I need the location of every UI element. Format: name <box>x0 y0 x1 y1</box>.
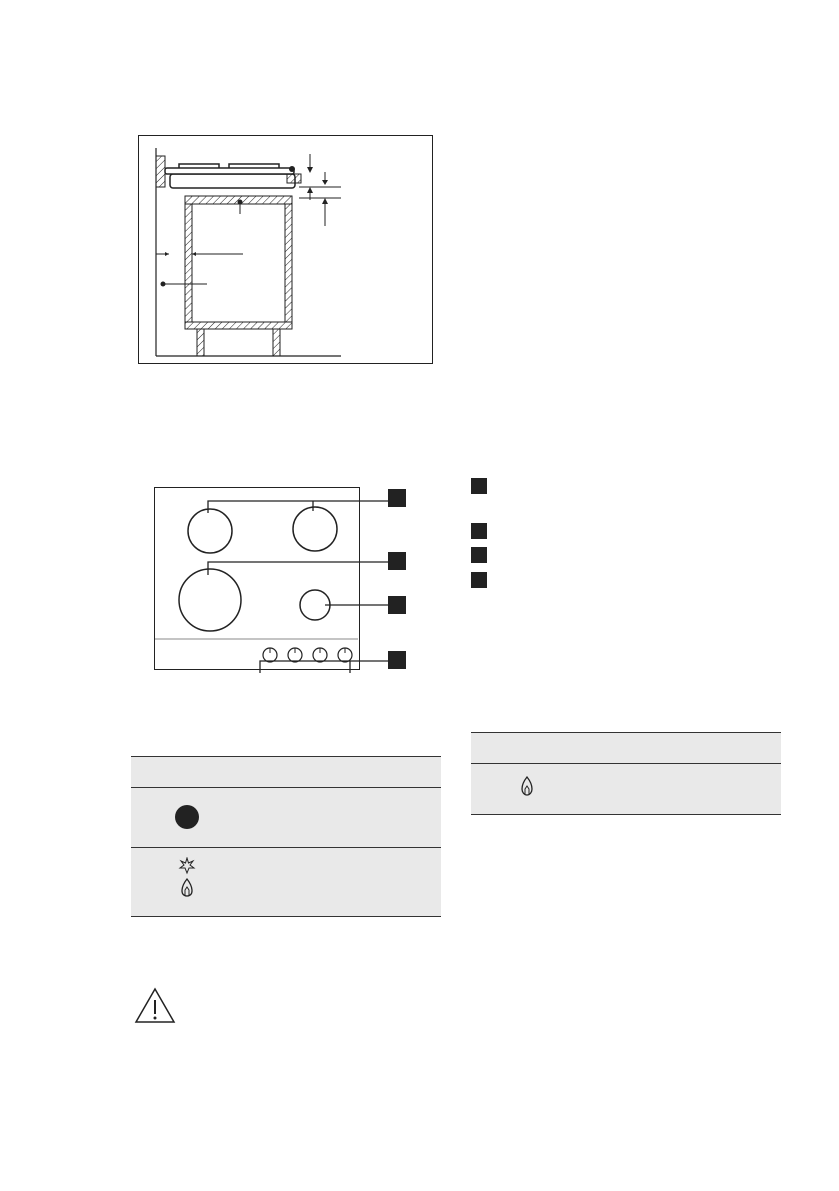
installation-diagram-drawing <box>139 136 432 363</box>
legend-item-2 <box>471 523 487 539</box>
callout-2 <box>388 552 406 570</box>
callout-3 <box>388 596 406 614</box>
warning-triangle-icon <box>134 987 176 1024</box>
callout-1 <box>388 489 406 507</box>
flame-icon <box>520 776 534 796</box>
table-row <box>131 788 441 848</box>
table-header <box>471 732 781 764</box>
table-row <box>131 848 441 917</box>
table-row <box>471 764 781 815</box>
legend-item-4 <box>471 572 487 588</box>
spark-flame-icon <box>178 857 196 897</box>
table-header <box>131 756 441 788</box>
legend-item-3 <box>471 547 487 563</box>
symbol-table-right <box>471 732 781 815</box>
installation-diagram <box>138 135 433 364</box>
filled-circle-icon <box>175 805 199 829</box>
legend-item-1 <box>471 478 487 494</box>
hob-callout-lines <box>150 485 390 675</box>
callout-4 <box>388 651 406 669</box>
symbol-table-left <box>131 756 441 917</box>
